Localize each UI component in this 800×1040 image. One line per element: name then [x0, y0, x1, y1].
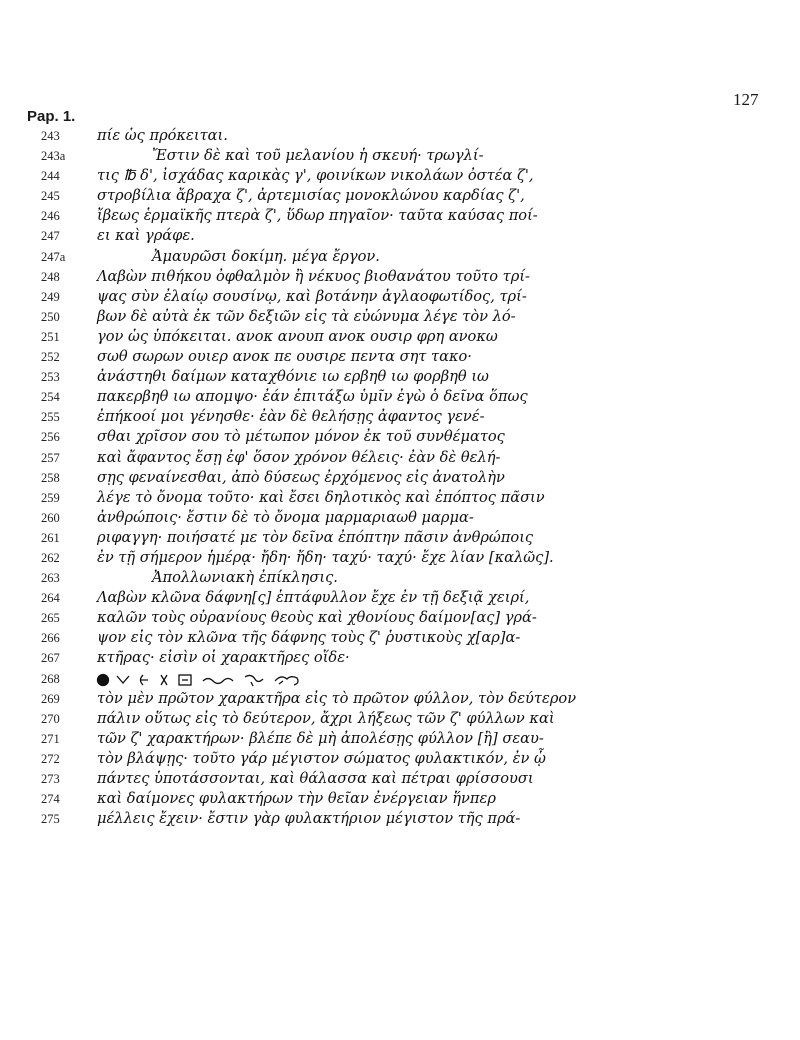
line-text: ἐν τῇ σήμερον ἡμέρᾳ· ἤδη· ἤδη· ταχύ· ταχύ· ἔχε λίαν [καλῶς].: [97, 548, 554, 566]
text-line: [0, 367, 800, 387]
text-line: [0, 186, 800, 206]
line-text: σωθ σωρων ουιερ ανοκ πε ουσιρε πεντα σητ τακο·: [97, 348, 472, 366]
line-number: 273: [41, 772, 60, 786]
text-line: [0, 166, 800, 186]
line-text: ψας σὺν ἐλαίῳ σουσίνῳ, καὶ βοτάνην ἀγλαοφωτίδος, τρί-: [97, 287, 527, 305]
text-body: [0, 126, 800, 829]
line-number: 257: [41, 450, 60, 465]
line-number: 247: [41, 229, 60, 244]
line-text: πάλιν οὕτως εἰς τὸ δεύτερον, ἄχρι λήξεως τῶν ζ' φύλλων καὶ: [97, 709, 555, 727]
line-number: 268: [41, 671, 60, 686]
text-line: [0, 669, 800, 689]
line-number: 265: [41, 611, 60, 626]
line-number: 250: [41, 309, 60, 324]
line-text: ψον εἰς τὸν κλῶνα τῆς δάφνης τοὺς ζ' ῥυστικοὺς χ[αρ]α-: [97, 629, 521, 647]
line-number: 259: [41, 490, 60, 505]
magical-characters-icon: [95, 672, 395, 688]
line-number: 251: [41, 329, 60, 344]
line-text: τῶν ζ' χαρακτήρων· βλέπε δὲ μὴ ἀπολέσῃς φύλλον [ἢ] σεαυ-: [97, 729, 544, 747]
text-line: [0, 568, 800, 588]
line-number: 266: [41, 631, 60, 646]
line-text: Ἀμαυρῶσι δοκίμη. μέγα ἔργον.: [152, 247, 380, 265]
line-text: Λαβὼν κλῶνα δάφνη[ς] ἑπτάφυλλον ἔχε ἐν τῇ δεξιᾷ χειρί,: [97, 589, 530, 607]
text-line: [0, 387, 800, 407]
text-line: [0, 729, 800, 749]
line-text: σθαι χρῖσον σου τὸ μέτωπον μόνον ἐκ τοῦ συνθέματος: [97, 428, 505, 446]
line-text: ἀνάστηθι δαίμων καταχθόνιε ιω ερβηθ ιω φορβηθ ιω: [97, 368, 489, 386]
page-number: 127: [733, 90, 759, 109]
line-number: 269: [41, 691, 60, 706]
line-text: πίε ὡς πρόκειται.: [97, 127, 228, 144]
text-line: [0, 307, 800, 327]
line-number: 253: [41, 370, 60, 385]
text-line: [0, 749, 800, 769]
line-number: 255: [41, 410, 60, 425]
line-number: 246: [41, 209, 60, 224]
text-line: [0, 226, 800, 246]
line-text: Ἀπολλωνιακὴ ἐπίκλησις.: [152, 569, 338, 587]
line-text: πάντες ὑποτάσσονται, καὶ θάλασσα καὶ πέτραι φρίσσουσι: [97, 770, 534, 787]
text-line: [0, 508, 800, 528]
text-line: [0, 608, 800, 628]
line-number: 243: [41, 129, 60, 143]
text-line: [0, 448, 800, 468]
line-number: 272: [41, 751, 60, 766]
line-number: 245: [41, 189, 60, 204]
line-number: 254: [41, 390, 60, 405]
line-text: ἐπήκοοί μοι γένησθε· ἐὰν δὲ θελήσῃς ἀφαντος γενέ-: [97, 408, 485, 426]
line-text: ἴβεως ἑρμαϊκῆς πτερὰ ζ', ὕδωρ πηγαῖον· ταῦτα καύσας ποί-: [97, 207, 538, 225]
line-text: σῃς φεναίνεσθαι, ἀπὸ δύσεως ἐρχόμενος εἰς ἀνατολὴν: [97, 468, 505, 486]
text-line: [0, 628, 800, 648]
line-text: καὶ δαίμονες φυλακτήρων τὴν θεῖαν ἐνέργειαν ἥνπερ: [97, 790, 496, 808]
line-number: 267: [41, 651, 60, 666]
line-number: 258: [41, 470, 60, 485]
text-line: [0, 468, 800, 488]
line-text: ριφαγγη· ποιήσατέ με τὸν δεῖνα ἐπόπτην πᾶσιν ἀνθρώποις: [97, 528, 534, 546]
text-line: [0, 488, 800, 508]
text-line: [0, 267, 800, 287]
line-text: Ἔστιν δὲ καὶ τοῦ μελανίου ἡ σκευή· τρωγλί-: [152, 147, 484, 165]
line-number: 244: [41, 169, 60, 184]
text-line: [0, 689, 800, 709]
line-text: καὶ ἄφαντος ἔσῃ ἐφ' ὅσον χρόνον θέλεις· ἐὰν δὲ θελή-: [97, 448, 501, 466]
text-line: [0, 528, 800, 548]
line-text: στροβίλια ἄβραχα ζ', ἀρτεμισίας μονοκλώνου καρδίας ζ',: [97, 187, 525, 205]
line-number: 275: [41, 812, 60, 827]
line-text: μέλλεις ἔχειν· ἔστιν γὰρ φυλακτήριον μέγιστον τῆς πρά-: [97, 810, 521, 828]
line-number: 274: [41, 792, 60, 807]
line-text: Λαβὼν πιθήκου ὀφθαλμὸν ἢ νέκυος βιοθανάτου τοῦτο τρί-: [97, 267, 530, 285]
line-number: 261: [41, 530, 60, 545]
line-number: 256: [41, 430, 60, 445]
line-number: 271: [41, 731, 60, 746]
line-number: 263: [41, 571, 60, 586]
line-text: τὸν βλάψῃς· τοῦτο γάρ μέγιστον σώματος φυλακτικόν, ἐν ᾧ: [97, 749, 546, 767]
text-line: [0, 287, 800, 307]
text-line: [0, 427, 800, 447]
text-line: [0, 809, 800, 829]
line-text: ἀνθρώποις· ἔστιν δὲ τὸ ὄνομα μαρμαριαωθ μαρμα-: [97, 508, 474, 526]
text-line: [0, 206, 800, 226]
line-text: πακερβηθ ιω απομψο· ἐάν ἐπιτάξω ὑμῖν ἐγὼ ὁ δεῖνα ὅπως: [97, 388, 528, 406]
text-line: [0, 769, 800, 789]
text-line: [0, 648, 800, 668]
line-text: γον ὡς ὑπόκειται. ανοκ ανουπ ανοκ ουσιρ φρη ανοκω: [97, 327, 498, 345]
line-text: λέγε τὸ ὄνομα τοῦτο· καὶ ἔσει δηλοτικὸς καὶ ἐπόπτος πᾶσιν: [97, 488, 545, 506]
line-number: 249: [41, 289, 60, 304]
line-number: 252: [41, 350, 60, 365]
line-number: 247a: [41, 249, 66, 264]
line-number: 270: [41, 711, 60, 726]
text-line: [0, 588, 800, 608]
line-text: τὸν μὲν πρῶτον χαρακτῆρα εἰς τὸ πρῶτον φύλλον, τὸν δεύτερον: [97, 689, 577, 707]
line-text: καλῶν τοὺς οὐρανίους θεοὺς καὶ χθονίους δαίμον[ας] γρά-: [97, 609, 537, 627]
text-line: [0, 347, 800, 367]
text-line: [0, 407, 800, 427]
text-line: [0, 709, 800, 729]
text-line: [0, 327, 800, 347]
line-number: 262: [41, 550, 60, 565]
line-number: 264: [41, 591, 60, 606]
text-line: [0, 146, 800, 166]
text-line: [0, 548, 800, 568]
line-number: 248: [41, 269, 60, 284]
papyrus-reference: Pap. 1.: [27, 108, 76, 125]
text-line: [0, 247, 800, 267]
text-line: [0, 789, 800, 809]
line-text: βων δὲ αὐτὰ ἐκ τῶν δεξιῶν εἰς τὰ εὐώνυμα λέγε τὸν λό-: [97, 307, 516, 325]
line-text: τις ℔ δ', ἰσχάδας καρικὰς γ', φοινίκων νικολάων ὀστέα ζ',: [97, 167, 534, 185]
text-line: [0, 126, 800, 146]
line-text: κτῆρας· εἰσὶν οἱ χαρακτῆρες οἵδε·: [97, 649, 350, 667]
line-number: 260: [41, 510, 60, 525]
line-text: ει καὶ γράφε.: [97, 227, 195, 245]
line-number: 243a: [41, 149, 66, 164]
